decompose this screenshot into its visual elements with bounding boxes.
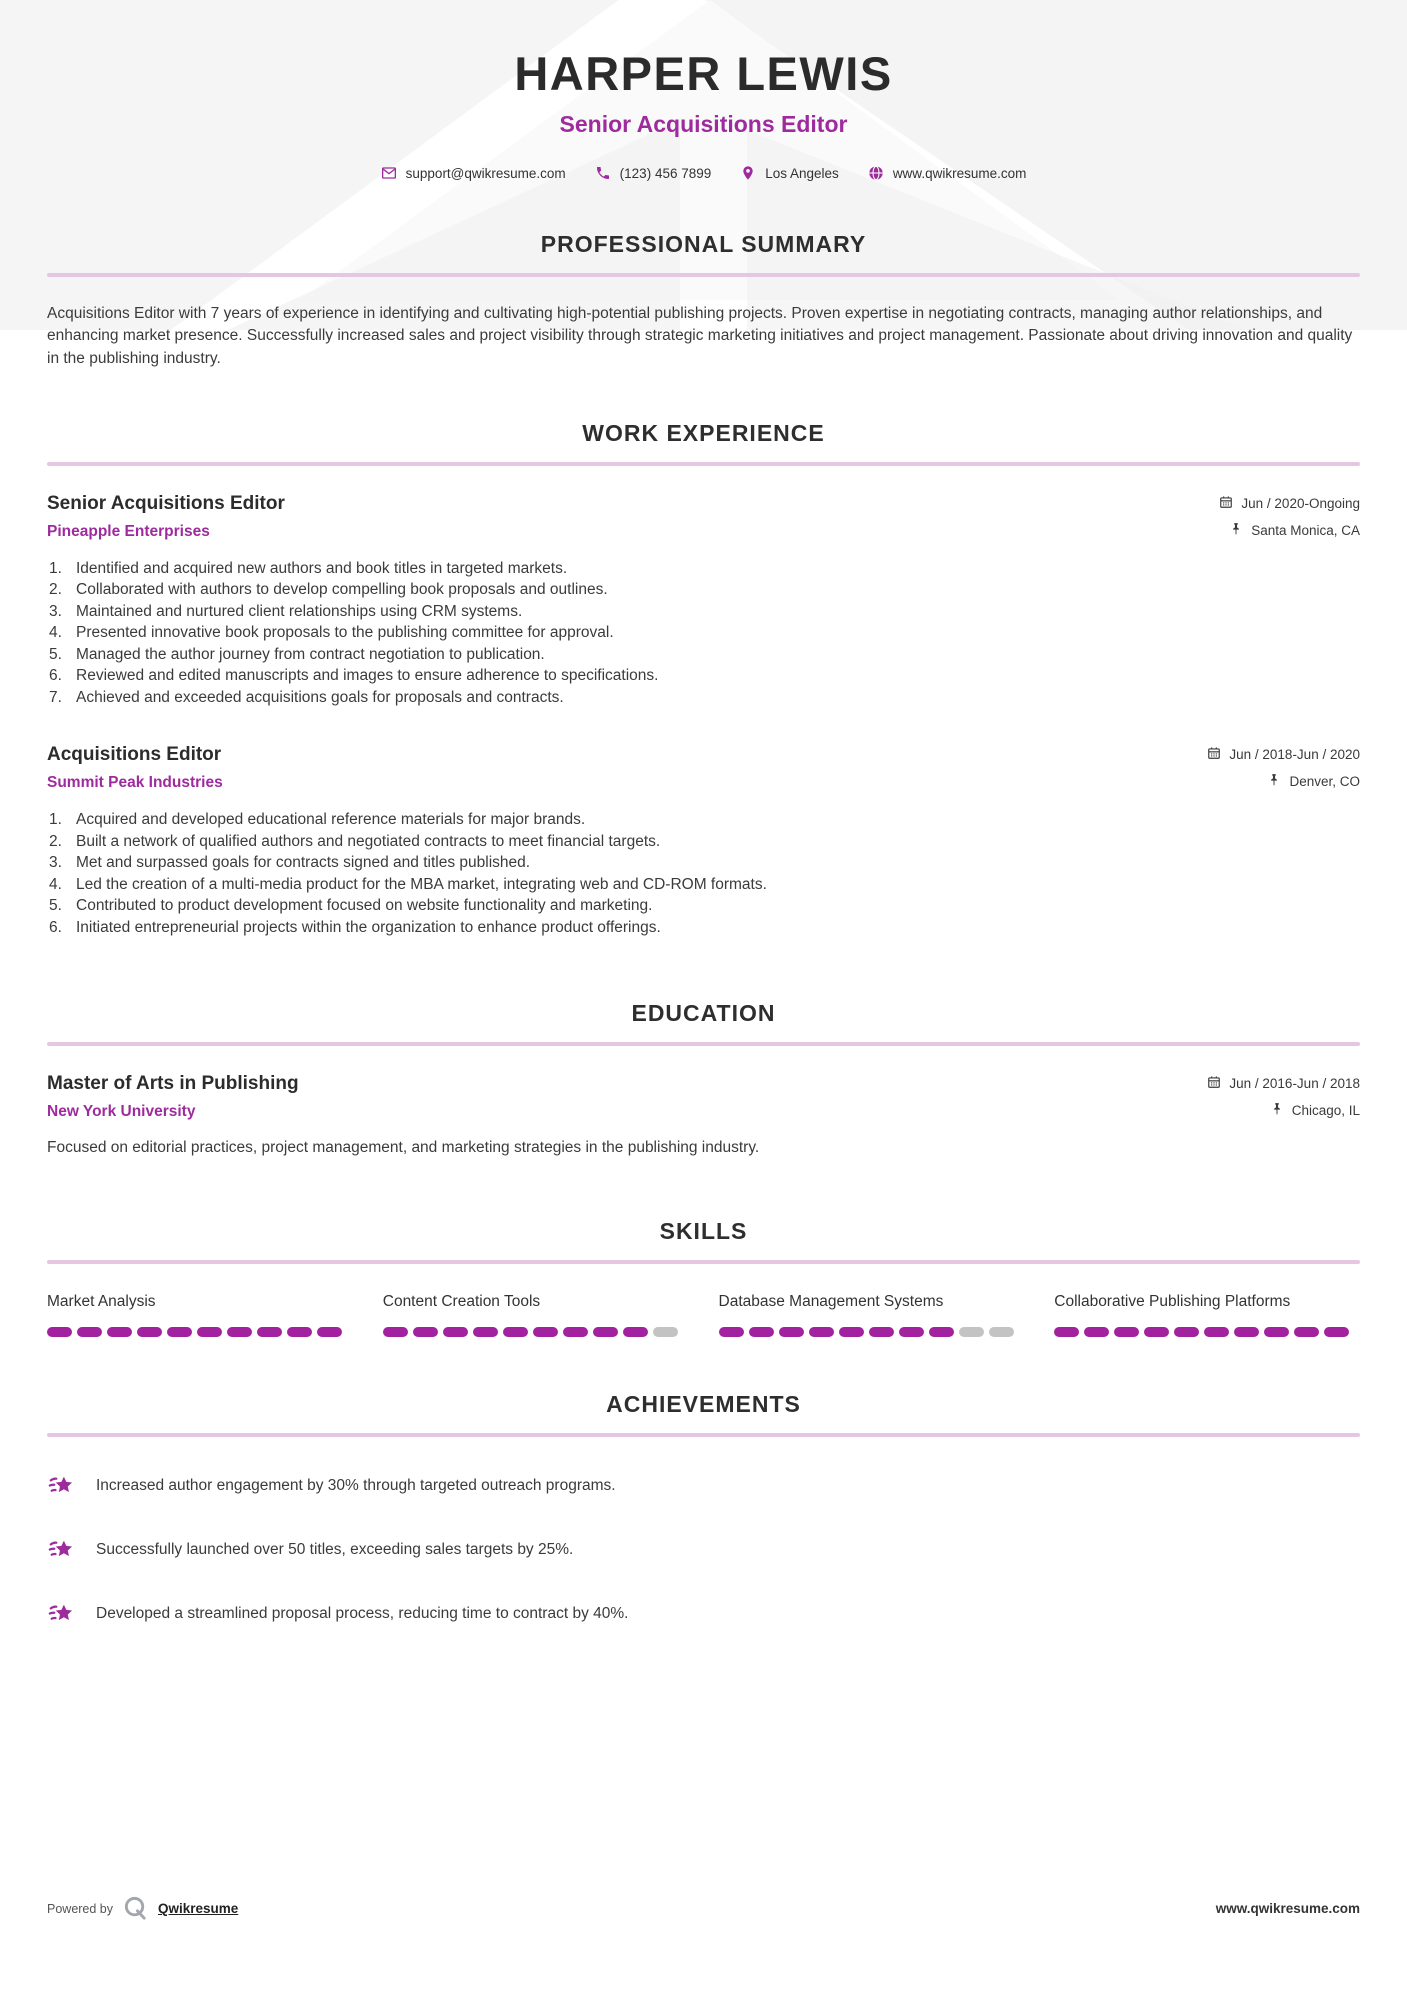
- calendar-icon: [1207, 1075, 1221, 1092]
- skills-heading: SKILLS: [659, 1217, 748, 1244]
- globe-icon: [868, 165, 884, 181]
- skill-item: [383, 1292, 689, 1337]
- achievement-item: [47, 1471, 1360, 1501]
- job-location-text: Santa Monica, CA: [1251, 522, 1360, 538]
- skill-level-dash: [1294, 1327, 1319, 1337]
- job-title: Acquisitions Editor: [47, 744, 222, 766]
- skill-level-dash: [287, 1327, 312, 1337]
- skill-level-dash: [137, 1327, 162, 1337]
- achievement-item: [47, 1535, 1360, 1565]
- skill-level-dash: [107, 1327, 132, 1337]
- contact-location-text: Los Angeles: [765, 165, 839, 181]
- job-bullet: Managed the author journey from contract negotiation to publication.: [76, 645, 545, 663]
- section-education: [47, 1000, 1360, 1046]
- contact-phone-text: (123) 456 7899: [619, 165, 712, 181]
- skill-level-dash: [899, 1327, 924, 1337]
- education-description: Focused on editorial practices, project management, and marketing strategies in the publishing industry.: [47, 1139, 760, 1157]
- summary-heading: PROFESSIONAL SUMMARY: [540, 231, 867, 257]
- skill-level-dash: [443, 1327, 468, 1337]
- envelope-icon: [381, 165, 397, 181]
- skill-level-dash: [383, 1327, 408, 1337]
- skill-level-bar: [719, 1327, 1025, 1337]
- skill-level-dash: [1324, 1327, 1349, 1337]
- job-bullet: Initiated entrepreneurial projects within the organization to enhance product offerings.: [76, 918, 661, 936]
- contact-website-text: www.qwikresume.com: [892, 165, 1027, 181]
- skill-level-dash: [1054, 1327, 1079, 1337]
- pushpin-icon: [1270, 1102, 1284, 1119]
- job-company: Pineapple Enterprises: [47, 522, 210, 540]
- job-dates-text: Jun / 2020-Ongoing: [1241, 495, 1360, 511]
- skill-level-dash: [1144, 1327, 1169, 1337]
- skill-level-dash: [959, 1327, 984, 1337]
- skill-level-dash: [809, 1327, 834, 1337]
- job-location: [1267, 773, 1360, 790]
- skill-item: [719, 1292, 1025, 1337]
- skill-name: Content Creation Tools: [382, 1292, 541, 1310]
- skill-level-dash: [1204, 1327, 1229, 1337]
- skill-level-dash: [839, 1327, 864, 1337]
- job-entry: [47, 744, 1360, 938]
- footer-website[interactable]: www.qwikresume.com: [1215, 1901, 1360, 1916]
- section-professional-summary: [47, 231, 1360, 277]
- job-bullet: Built a network of qualified authors and negotiated contracts to meet financial targets.: [76, 832, 661, 850]
- skill-level-dash: [1234, 1327, 1259, 1337]
- achievement-item: [47, 1599, 1360, 1629]
- achievements-list: [47, 1471, 1360, 1629]
- skill-level-dash: [533, 1327, 558, 1337]
- job-bullet: Contributed to product development focused on website functionality and marketing.: [76, 897, 653, 915]
- skill-level-dash: [413, 1327, 438, 1337]
- achievement-text: Successfully launched over 50 titles, exceeding sales targets by 25%.: [96, 1540, 574, 1558]
- job-location: [1229, 522, 1360, 539]
- location-pin-icon: [740, 165, 756, 181]
- skill-name: Collaborative Publishing Platforms: [1054, 1292, 1291, 1310]
- section-divider: [47, 1433, 1360, 1437]
- achievement-text: Increased author engagement by 30% through targeted outreach programs.: [96, 1476, 616, 1494]
- section-divider: [47, 273, 1360, 277]
- job-bullet: Maintained and nurtured client relationships using CRM systems.: [76, 602, 523, 620]
- skills-grid: [47, 1292, 1360, 1337]
- skill-level-dash: [317, 1327, 342, 1337]
- skill-level-dash: [749, 1327, 774, 1337]
- job-location-text: Denver, CO: [1289, 774, 1360, 790]
- job-bullet: Acquired and developed educational reference materials for major brands.: [76, 811, 586, 829]
- job-bullet: Reviewed and edited manuscripts and images to ensure adherence to specifications.: [76, 667, 659, 685]
- job-bullet: Achieved and exceeded acquisitions goals for proposals and contracts.: [76, 688, 564, 706]
- degree-title: Master of Arts in Publishing: [47, 1073, 299, 1095]
- job-bullet: Presented innovative book proposals to the publishing committee for approval.: [76, 624, 614, 642]
- skill-level-dash: [779, 1327, 804, 1337]
- section-work-experience: [47, 420, 1360, 466]
- shooting-star-icon: [47, 1535, 77, 1565]
- job-bullet-list: [49, 558, 1360, 709]
- skill-level-dash: [473, 1327, 498, 1337]
- job-dates: [1207, 746, 1360, 763]
- job-entry: [47, 493, 1360, 709]
- job-bullet: Collaborated with authors to develop compelling book proposals and outlines.: [76, 581, 608, 599]
- section-divider: [47, 1260, 1360, 1264]
- achievements-heading: ACHIEVEMENTS: [606, 1390, 801, 1417]
- skill-level-dash: [47, 1327, 72, 1337]
- skill-name: Database Management Systems: [718, 1292, 944, 1310]
- skill-level-dash: [623, 1327, 648, 1337]
- skill-level-dash: [227, 1327, 252, 1337]
- summary-text: Acquisitions Editor with 7 years of experience in identifying and cultivating high-potential publishing projects. Proven expertise in negotiating contracts, managing author relationships, and enhancing market presence. Successfully increased sales and project visibility through strategic marketing initiatives and project management. Passionate about driving innovation and quality in the publishing industry.: [47, 305, 1353, 367]
- resume-header: [0, 0, 1407, 181]
- shooting-star-icon: [47, 1471, 77, 1501]
- skill-level-dash: [929, 1327, 954, 1337]
- skill-item: [1054, 1292, 1360, 1337]
- qwikresume-logo-icon: [122, 1895, 149, 1922]
- candidate-name: HARPER LEWIS: [514, 47, 893, 100]
- school-name: New York University: [47, 1103, 196, 1121]
- skill-level-dash: [593, 1327, 618, 1337]
- skill-level-dash: [503, 1327, 528, 1337]
- section-divider: [47, 462, 1360, 466]
- powered-by-label: Powered by: [47, 1901, 114, 1916]
- section-achievements: [47, 1391, 1360, 1437]
- pushpin-icon: [1229, 522, 1243, 539]
- contact-email-text: support@qwikresume.com: [405, 165, 566, 181]
- education-entry: [47, 1073, 1360, 1159]
- skill-level-dash: [1174, 1327, 1199, 1337]
- section-divider: [47, 1042, 1360, 1046]
- skill-level-dash: [167, 1327, 192, 1337]
- skill-level-dash: [197, 1327, 222, 1337]
- job-dates-text: Jun / 2018-Jun / 2020: [1229, 747, 1360, 763]
- skill-level-dash: [653, 1327, 678, 1337]
- skill-level-bar: [1054, 1327, 1360, 1337]
- qwikresume-link[interactable]: Qwikresume: [158, 1901, 239, 1916]
- achievement-text: Developed a streamlined proposal process, reducing time to contract by 40%.: [96, 1604, 629, 1622]
- skill-level-dash: [869, 1327, 894, 1337]
- calendar-icon: [1219, 495, 1233, 512]
- job-company: Summit Peak Industries: [47, 774, 223, 792]
- contact-row: [0, 165, 1407, 181]
- contact-website[interactable]: [868, 165, 1027, 181]
- pushpin-icon: [1267, 773, 1281, 790]
- education-location: [1270, 1102, 1360, 1119]
- skill-level-dash: [1084, 1327, 1109, 1337]
- skill-item: [47, 1292, 353, 1337]
- phone-icon: [595, 165, 611, 181]
- education-dates: [1207, 1075, 1360, 1092]
- skill-level-dash: [1264, 1327, 1289, 1337]
- skill-level-dash: [257, 1327, 282, 1337]
- calendar-icon: [1207, 746, 1221, 763]
- job-bullet: Identified and acquired new authors and book titles in targeted markets.: [76, 559, 568, 577]
- skill-level-dash: [563, 1327, 588, 1337]
- skill-level-bar: [383, 1327, 689, 1337]
- shooting-star-icon: [47, 1599, 77, 1629]
- skill-name: Market Analysis: [47, 1292, 156, 1310]
- skill-level-bar: [47, 1327, 353, 1337]
- education-dates-text: Jun / 2016-Jun / 2018: [1229, 1076, 1360, 1092]
- work-heading: WORK EXPERIENCE: [582, 419, 825, 446]
- section-skills: [47, 1218, 1360, 1264]
- skill-level-dash: [989, 1327, 1014, 1337]
- page-footer: [47, 1895, 1360, 1922]
- skill-level-dash: [1114, 1327, 1139, 1337]
- contact-phone[interactable]: [595, 165, 712, 181]
- job-bullet: Led the creation of a multi-media product for the MBA market, integrating web and CD-ROM formats.: [76, 875, 767, 893]
- candidate-job-title: Senior Acquisitions Editor: [559, 111, 848, 137]
- job-title: Senior Acquisitions Editor: [47, 492, 285, 514]
- education-heading: EDUCATION: [631, 1000, 776, 1027]
- skill-level-dash: [719, 1327, 744, 1337]
- job-bullet-list: [49, 809, 1360, 938]
- job-dates: [1219, 495, 1360, 512]
- education-location-text: Chicago, IL: [1291, 1103, 1360, 1119]
- job-bullet: Met and surpassed goals for contracts signed and titles published.: [76, 854, 531, 872]
- skill-level-dash: [77, 1327, 102, 1337]
- contact-location: [740, 165, 839, 181]
- contact-email[interactable]: [381, 165, 566, 181]
